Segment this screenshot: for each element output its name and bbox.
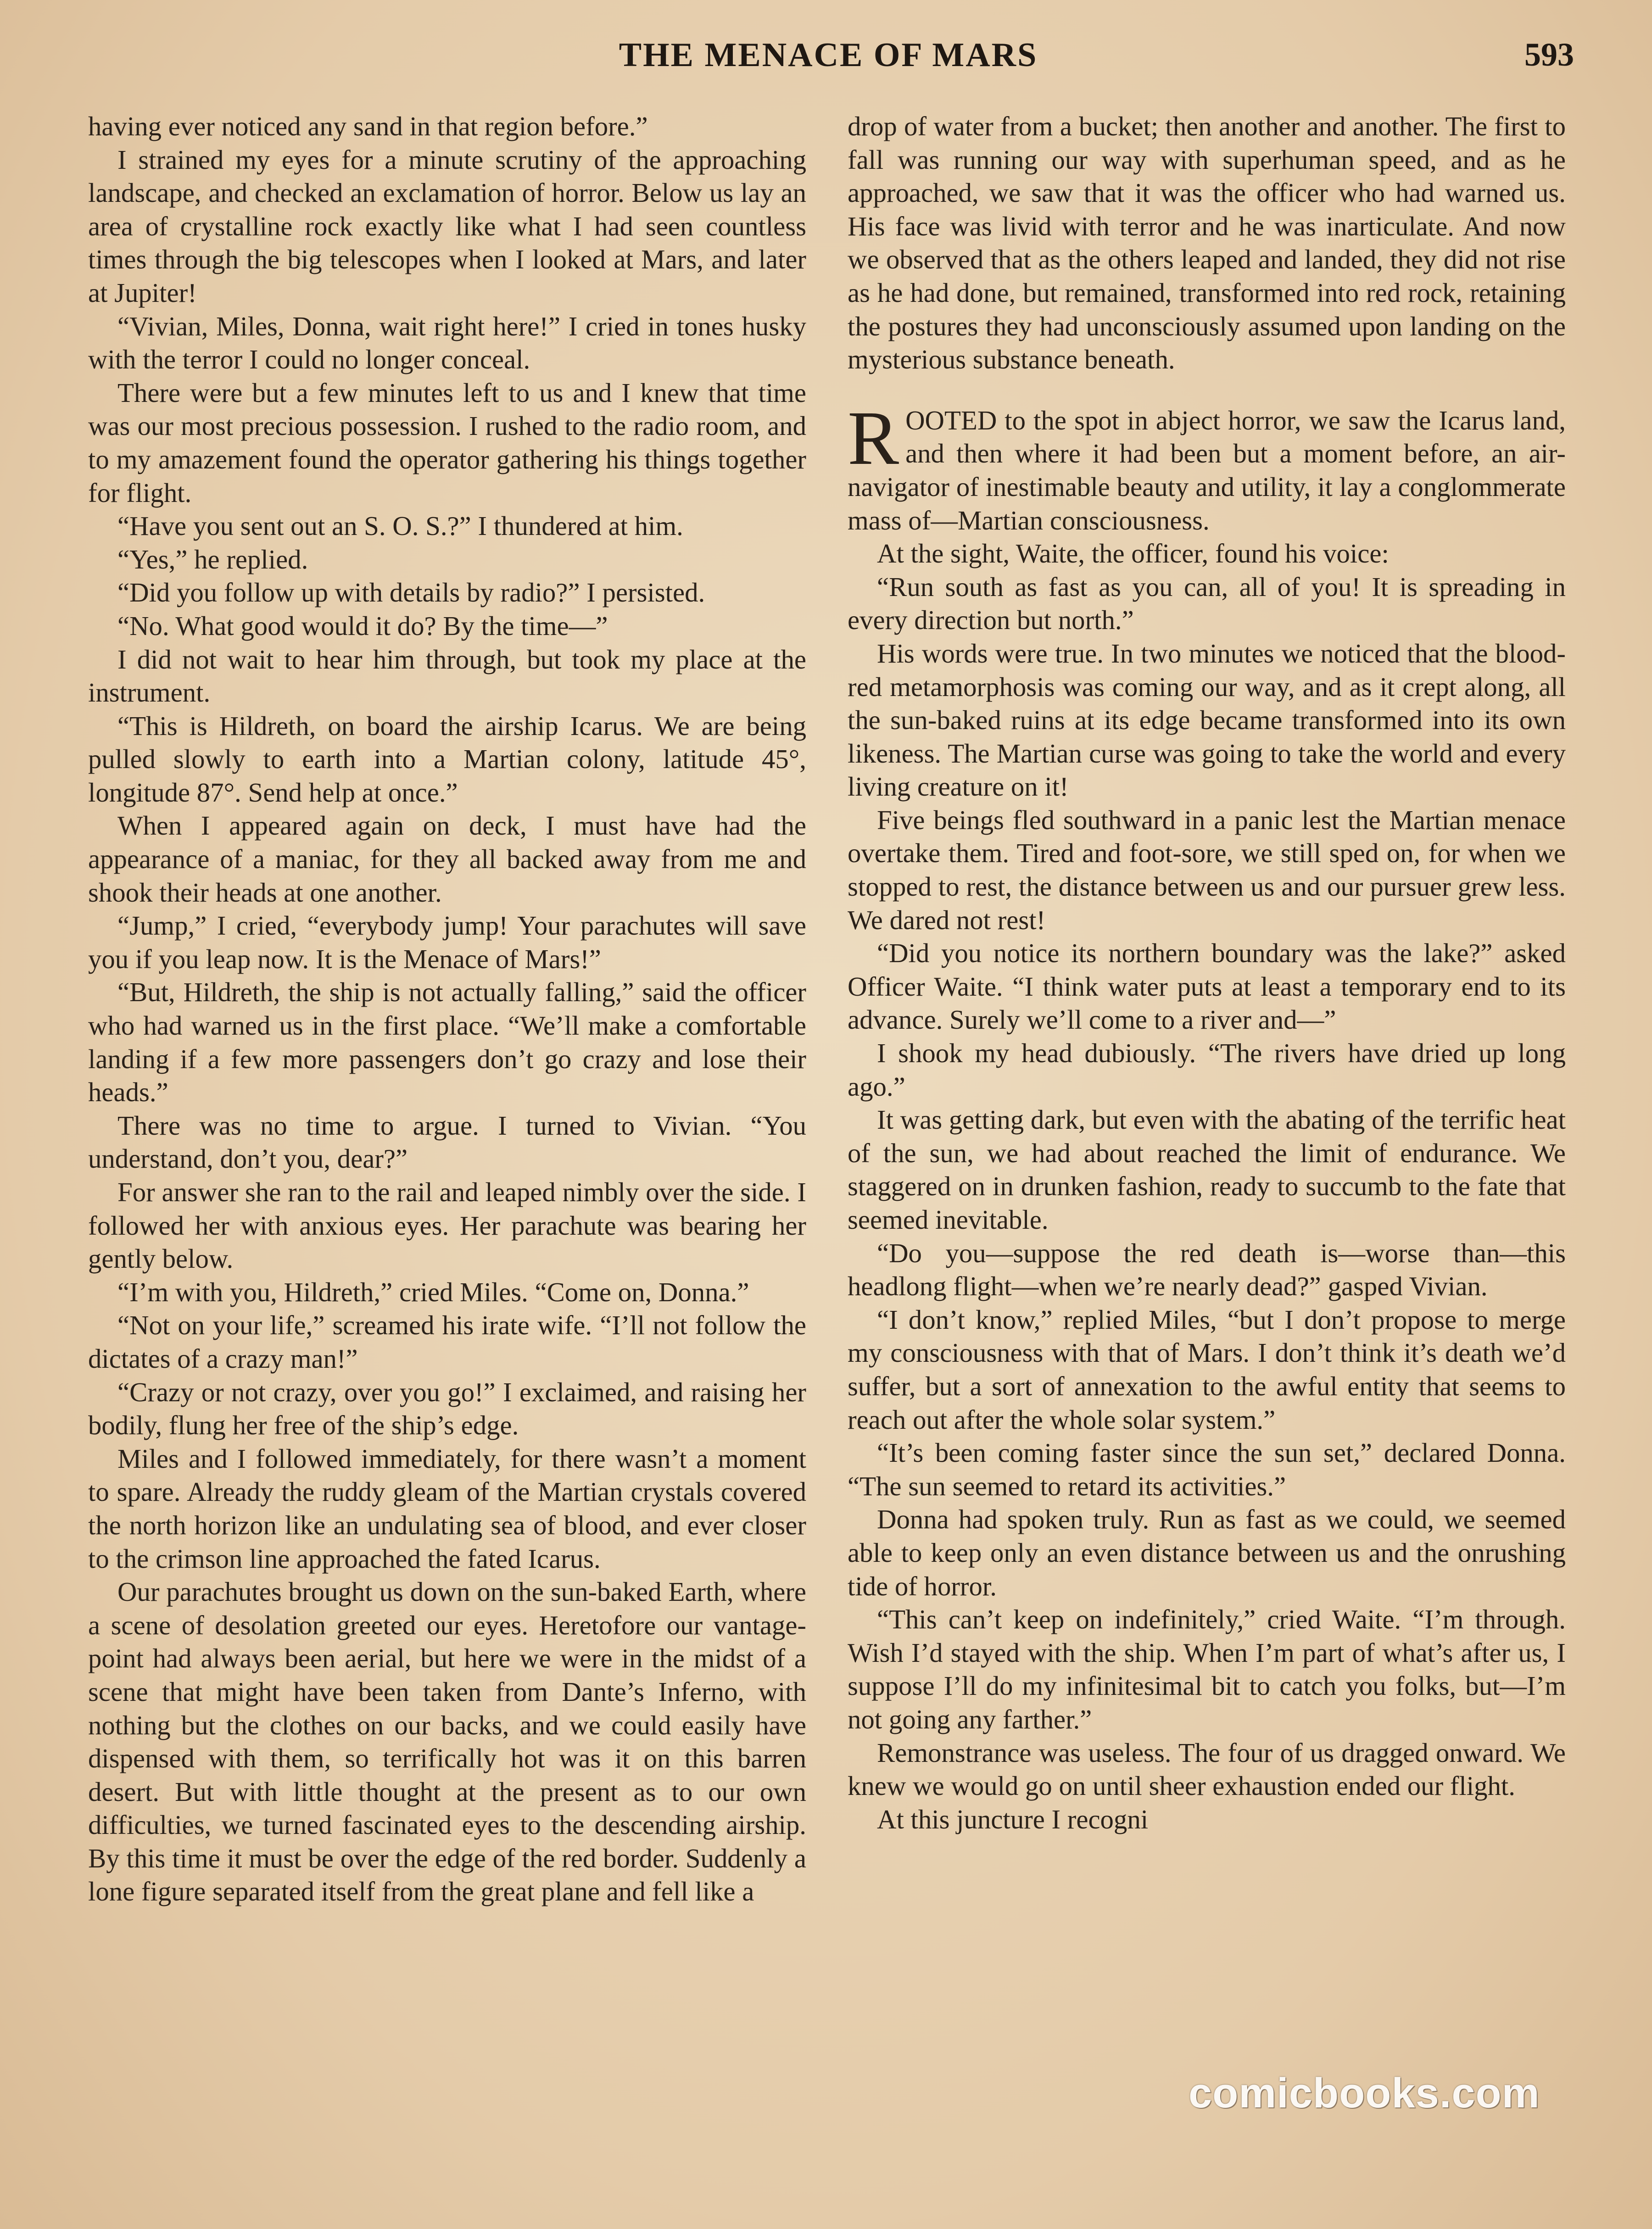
running-title: THE MENACE OF MARS [619,36,1038,74]
paragraph: There were but a few minutes left to us and I knew that time was our most precious possession. I rushed to the radio room, and to my amazement found the operator gathering his things together for flight. [88,378,806,508]
paragraph: Our parachutes brought us down on the sun-baked Earth, where a scene of desolation greeted our eyes. Heretofore our vantage-point had always been aerial, but here we were in the midst of a scene that might have been taken from Dante’s Inferno, with nothing but the clothes on our backs, and we could easily have dispensed with them, so terrifically hot was it on this barren desert. But with little thought at the present as to our own difficulties, we turned fascinated eyes to the descending airship. By this time it must be over the edge of the red border. Suddenly a lone figure separated itself from the great plane and fell like a [88,1577,806,1907]
paragraph: “No. What good would it do? By the time—” [117,611,608,641]
paragraph: When I appeared again on deck, I must have had the appearance of a maniac, for they all backed away from me and shook their heads at one another. [88,811,806,908]
paragraph: Five beings fled southward in a panic lest the Martian menace overtake them. Tired and foot-sore, we still sped on, for when we stopped to rest, the distance between us and our pursuer grew less. We dared not rest! [848,805,1566,935]
left-column [88,110,806,1909]
paragraph: “Run south as fast as you can, all of you! It is spreading in every direction but north.” [848,572,1566,635]
paragraph: At this juncture I recogni [877,1804,1149,1834]
paragraph: There was no time to argue. I turned to Vivian. “You understand, don’t you, dear?” [88,1110,806,1174]
section-break [848,377,1566,404]
paragraph: Donna had spoken truly. Run as fast as we could, we seemed able to keep only an even distance between us and the onrushing tide of horror. [848,1505,1566,1601]
paragraph: His words were true. In two minutes we noticed that the blood-red metamorphosis was coming our way, and as it crept along, all the sun-baked ruins at its edge became transformed into its own likeness. The Martian curse was going to take the world and every living creature on it! [848,638,1566,802]
paragraph: having ever noticed any sand in that region before.” [88,111,648,141]
paragraph: Remonstrance was useless. The four of us dragged onward. We knew we would go on until sheer exhaustion ended our flight. [848,1738,1566,1801]
paragraph: I did not wait to hear him through, but took my place at the instrument. [88,644,806,708]
paragraph: “Vivian, Miles, Donna, wait right here!” I cried in tones husky with the terror I could no longer conceal. [88,311,806,375]
section-opening-paragraph [848,395,1566,537]
paragraph: “Yes,” he replied. [117,544,308,574]
paragraph: For answer she ran to the rail and leaped nimbly over the side. I followed her with anxious eyes. Her parachute was bearing her gently below. [88,1177,806,1274]
right-column [848,110,1566,1836]
page-number: 593 [1524,36,1574,73]
paragraph: “Did you notice its northern boundary was the lake?” asked Officer Waite. “I think water puts at least a temporary end to its advance. Surely we’ll come to a river and—” [848,938,1566,1035]
paragraph: “Have you sent out an S. O. S.?” I thundered at him. [117,511,683,541]
drop-cap: R [848,395,899,481]
paragraph: “Do you—suppose the red death is—worse than—this headlong flight—when we’re nearly dead?” gasped Vivian. [848,1238,1566,1302]
paragraph-text: OOTED to the spot in abject horror, we saw the Icarus land, and then where it had been but a moment before, an air-navigator of inestimable beauty and utility, it lay a conglommerate mass of—Martian consciousness. [848,405,1566,535]
watermark-logo: comicbooks.com [1189,2070,1540,2117]
paragraph: “Not on your life,” screamed his irate wife. “I’ll not follow the dictates of a crazy man!” [88,1310,806,1374]
paragraph: “Did you follow up with details by radio?” I persisted. [117,578,705,608]
paragraph: “This can’t keep on indefinitely,” cried Waite. “I’m through. Wish I’d stayed with the ship. When I’m part of what’s after us, I suppose I’ll do my infinitesimal bit to catch you folks, but—I’m not going any farther.” [848,1605,1566,1734]
paragraph: “Crazy or not crazy, over you go!” I exclaimed, and raising her bodily, flung her free of the ship’s edge. [88,1377,806,1441]
paragraph: “Jump,” I cried, “everybody jump! Your parachutes will save you if you leap now. It is the Menace of Mars!” [88,911,806,974]
paragraph: “But, Hildreth, the ship is not actually falling,” said the officer who had warned us in the first place. “We’ll make a comfortable landing if a few more passengers don’t go crazy and lose their heads.” [88,977,806,1108]
paragraph: “I’m with you, Hildreth,” cried Miles. “Come on, Donna.” [117,1277,749,1307]
paragraph: drop of water from a bucket; then another and another. The first to fall was running our way with superhuman speed, and as he approached, we saw that it was the officer who had warned us. His face was livid with terror and he was inarticulate. And now we observed that as the others leaped and landed, they did not rise as he had done, but remained, transformed into red rock, retaining the postures they had unconsciously assumed upon landing on the mysterious substance beneath. [848,111,1566,375]
paragraph: Miles and I followed immediately, for there wasn’t a moment to spare. Already the ruddy gleam of the Martian crystals covered the north horizon like an undulating sea of blood, and ever closer to the crimson line approached the fated Icarus. [88,1443,806,1574]
paragraph: “I don’t know,” replied Miles, “but I don’t propose to merge my consciousness with that of Mars. I don’t think it’s death we’d suffer, but a sort of annexation to the awful entity that seems to reach out after the whole solar system.” [848,1304,1566,1435]
paragraph: It was getting dark, but even with the abating of the terrific heat of the sun, we had about reached the limit of endurance. We staggered on in drunken fashion, ready to succumb to the fate that seemed inevitable. [848,1105,1566,1235]
paragraph: I strained my eyes for a minute scrutiny of the approaching landscape, and checked an exclamation of horror. Below us lay an area of crystalline rock exactly like what I had seen countless times through the big telescopes when I looked at Mars, and later at Jupiter! [88,145,806,308]
paragraph: “It’s been coming faster since the sun set,” declared Donna. “The sun seemed to retard its activities.” [848,1438,1566,1501]
page-header [83,36,1574,86]
paragraph: At the sight, Waite, the officer, found his voice: [877,539,1389,569]
paragraph: I shook my head dubiously. “The rivers have dried up long ago.” [848,1038,1566,1102]
paragraph: “This is Hildreth, on board the airship Icarus. We are being pulled slowly to earth into a Martian colony, latitude 45°, longitude 87°. Send help at once.” [88,711,806,808]
